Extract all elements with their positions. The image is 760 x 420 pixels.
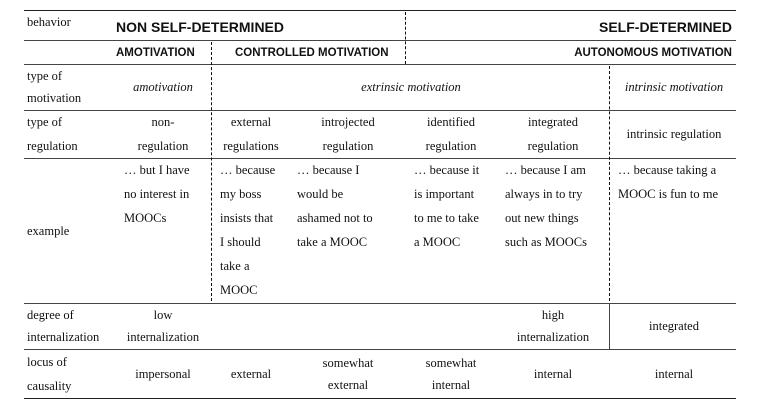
self-determined-heading: SELF-DETERMINED — [599, 19, 732, 35]
example-label: example — [27, 223, 70, 238]
impersonal-cell: impersonal — [135, 366, 191, 381]
integrated-regulation-cell: integrated regulation — [527, 115, 579, 153]
intrinsic-motivation-cell: intrinsic motivation — [624, 80, 724, 94]
identified-regulation-cell: identified regulation — [425, 115, 477, 153]
autonomous-motivation-heading — [574, 42, 732, 64]
example-intrinsic: … because taking a MOOC is fun to me — [618, 163, 718, 201]
header-dashed-divider — [405, 12, 406, 64]
type-of-regulation-label: type of regulation — [27, 115, 78, 153]
internal-locus-intrinsic-cell: internal — [654, 366, 694, 381]
external-regulation-cell: external regulations — [223, 115, 279, 153]
external-locus-cell: external — [230, 366, 272, 381]
intrinsic-regulation-cell: intrinsic regulation — [626, 127, 722, 141]
behavior-label: behavior — [27, 15, 71, 29]
table-bottom-border — [24, 398, 736, 399]
autonomous-part-2: MOUS MOTIVATION — [623, 47, 732, 59]
example-introjected: … because I would be ashamed not to take a MOOC — [297, 163, 373, 249]
non-regulation-cell: non- regulation — [137, 115, 189, 153]
table-top-border — [24, 10, 736, 11]
low-internalization-cell: low internalization — [126, 308, 200, 344]
row-divider — [24, 40, 736, 41]
introjected-regulation-cell: introjected regulation — [321, 115, 375, 153]
high-internalization-cell: high internalization — [516, 308, 590, 344]
somewhat-internal-cell: somewhat internal — [425, 355, 477, 392]
somewhat-external-cell: somewhat external — [322, 355, 374, 392]
degree-of-internalization-label: degree of internalization — [27, 308, 100, 344]
integrated-internalization-cell: integrated — [649, 319, 699, 333]
autonomous-part-1: AUTONO — [574, 47, 624, 59]
controlled-motivation-heading: CONTROLLED MOTIVATION — [235, 47, 389, 59]
amotivation-heading: AMOTIVATION — [116, 47, 195, 59]
example-integrated: … because I am always in to try out new things such as MOOCs — [505, 163, 587, 249]
amotivation-cell: amotivation — [133, 80, 193, 94]
non-self-determined-heading: NON SELF-DETERMINED — [116, 19, 284, 35]
example-external: … because my boss insists that I should take a MOOC — [220, 163, 276, 297]
example-identified: … because it is important to me to take a MOOC — [414, 163, 480, 249]
locus-of-causality-label: locus of causality — [27, 354, 72, 393]
internal-locus-cell: internal — [533, 366, 573, 381]
example-amotivation: … but I have no interest in MOOCs — [124, 163, 190, 225]
type-of-motivation-label: type of motivation — [27, 69, 82, 105]
extrinsic-motivation-cell: extrinsic motivation — [361, 80, 461, 94]
